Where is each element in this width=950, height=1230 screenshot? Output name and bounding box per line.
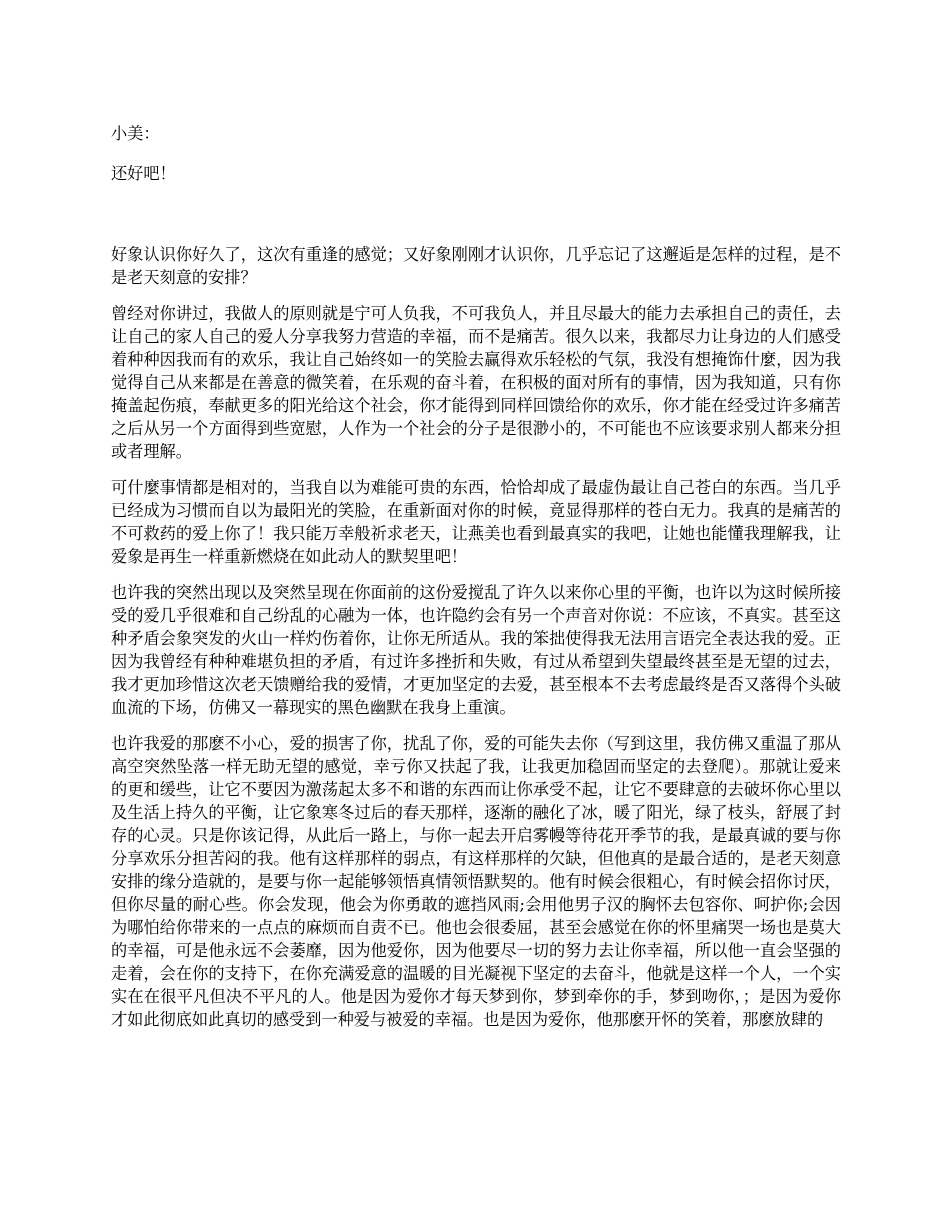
greeting: 还好吧！ [111, 164, 176, 183]
salutation: 小美： [111, 124, 160, 143]
paragraph-2: 曾经对你讲过，我做人的原则就是宁可人负我，不可我负人，并且尽最大的能力去承担自己的责任，去让自己的家人自己的爱人分享我努力营造的幸福，而不是痛苦。很久以来，我都尽力让身边的人们感受着种种因我而有的欢乐，我让自己始终如一的笑脸去赢得欢乐轻松的气氛，我没有想掩饰什麼，因为我觉得自己从来都是在善意的微笑着，在乐观的奋斗着，在积极的面对所有的事情，因为我知道，只有你掩盖起伤痕，奉献更多的阳光给这个社会，你才能得到同样回馈给你的欢乐，你才能在经受过许多痛苦之后从另一个方面得到些宽慰，人作为一个社会的分子是很渺小的，不可能也不应该要求别人都来分担或者理解。 [111, 304, 841, 461]
paragraph-4: 也许我的突然出现以及突然呈现在你面前的这份爱搅乱了许久以来你心里的平衡，也许以为这时候所接受的爱几乎很难和自己纷乱的心融为一体，也许隐约会有另一个声音对你说：不应该，不真实。甚至这种矛盾会象突发的火山一样灼伤着你，让你无所适从。我的笨拙使得我无法用言语完全表达我的爱。正因为我曾经有种种难堪负担的矛盾，有过许多挫折和失败，有过从希望到失望最终甚至是无望的过去，我才更加珍惜这次老天馈赠给我的爱情，才更加坚定的去爱，甚至根本不去考虑最终是否又落得个头破血流的下场，仿佛又一幕现实的黑色幽默在我身上重演。 [111, 583, 841, 717]
paragraph-1: 好象认识你好久了，这次有重逢的感觉；又好象刚刚才认识你，几乎忘记了这邂逅是怎样的过程，是不是老天刻意的安排？ [111, 245, 841, 287]
paragraph-3: 可什麼事情都是相对的，当我自以为难能可贵的东西，恰恰却成了最虚伪最让自己苍白的东西。当几乎已经成为习惯而自以为最阳光的笑脸，在重新面对你的时候，竟显得那样的苍白无力。我真的是痛苦的不可救药的爱上你了！我只能万幸般祈求老天，让燕美也看到最真实的我吧，让她也能懂我理解我，让爱象是再生一样重新燃烧在如此动人的默契里吧！ [111, 478, 841, 566]
letter-body [111, 122, 841, 1044]
paragraph-5: 也许我爱的那麽不小心，爱的损害了你，扰乱了你，爱的可能失去你（写到这里，我仿佛又重温了那从高空突然坠落一样无助无望的感觉，幸亏你又扶起了我，让我更加稳固而坚定的去登爬）。那就让爱来的更和缓些，让它不要因为激荡起太多不和谐的东西而让你承受不起，让它不要肆意的去破坏你心里以及生活上持久的平衡，让它象寒冬过后的春天那样，逐渐的融化了冰，暖了阳光，绿了枝头，舒展了封存的心灵。只是你该记得，从此后一路上，与你一起去开启雾幔等待花开季节的我，是最真诚的要与你分享欢乐分担苦闷的我。他有这样那样的弱点，有这样那样的欠缺，但他真的是最合适的，是老天刻意安排的缘分造就的，是要与你一起能够领悟真情领悟默契的。他有时候会很粗心，有时候会招你讨厌，但你尽量的耐心些。你会发现，他会为你勇敢的遮挡风雨;会用他男子汉的胸怀去包容你、呵护你;会因为哪怕给你带来的一点点的麻烦而自责不已。他也会很委屈，甚至会感觉在你的怀里痛哭一场也是莫大的幸福，可是他永远不会萎靡，因为他爱你，因为他要尽一切的努力去让你幸福，所以他一直会坚强的走着，会在你的支持下，在你充满爱意的温暖的目光凝视下坚定的去奋斗，他就是这样一个人，一个实实在在很平凡但决不平凡的人。他是因为爱你才每天梦到你，梦到牵你的手，梦到吻你，；是因为爱你才如此彻底如此真切的感受到一种爱与被爱的幸福。也是因为爱你，他那麽开怀的笑着，那麽放肆的 [111, 734, 841, 1029]
